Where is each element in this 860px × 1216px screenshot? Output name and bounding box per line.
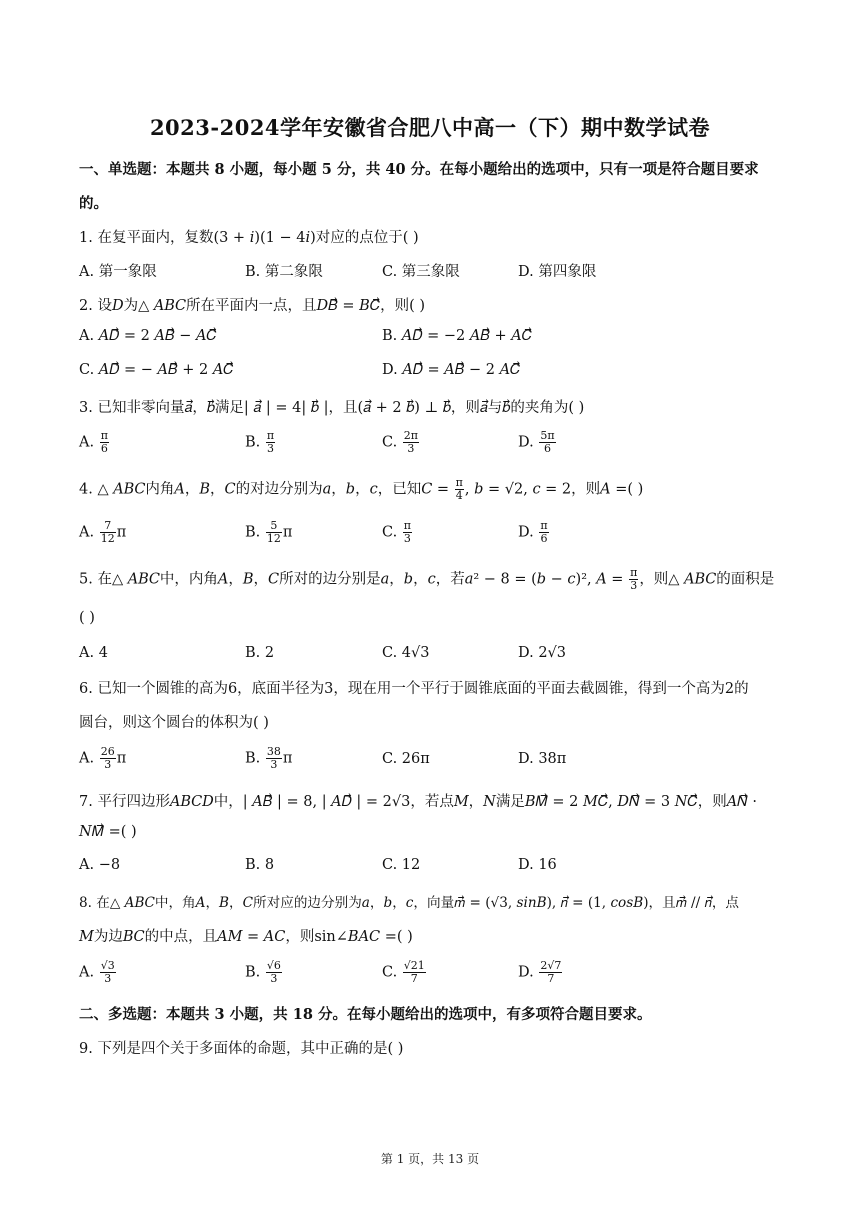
q4-option-c — [382, 520, 413, 545]
q7-option-b: B. 8 — [245, 857, 275, 873]
q3-option-a — [79, 430, 110, 455]
q5-stem-part2: ，则△ 𝐴𝐵𝐶的面积是 — [639, 571, 775, 588]
q7-option-c: C. 12 — [382, 857, 421, 873]
denominator: 3 — [266, 442, 274, 455]
fraction — [403, 960, 426, 985]
q3-stem: 3. 已知非零向量𝑎⃗，𝑏⃗满足| 𝑎⃗ | = 4| 𝑏⃗ |，且(𝑎⃗ + 2 𝑏⃗) ⊥ 𝑏⃗，则𝑎⃗与𝑏⃗的夹角为( ) — [79, 400, 585, 416]
q1-option-a: A. 第一象限 — [79, 264, 157, 280]
denominator: 12 — [266, 532, 281, 545]
fraction — [266, 430, 275, 455]
denominator: 3 — [270, 758, 278, 771]
option-prefix: A. — [79, 434, 99, 451]
fraction — [455, 477, 464, 502]
q6-option-d: D. 38π — [518, 751, 567, 767]
fraction — [100, 746, 116, 771]
fraction — [539, 960, 562, 985]
fraction — [266, 746, 282, 771]
fraction — [100, 960, 116, 985]
numerator: π — [455, 476, 463, 489]
q4-stem-part1: 4. △ 𝐴𝐵𝐶内角𝐴，𝐵，𝐶的对边分别为𝑎，𝑏，𝑐，已知𝐶 = — [79, 481, 454, 498]
page-footer: 第 1 页，共 13 页 — [380, 1152, 480, 1166]
q2-option-b: B. 𝐴𝐷⃗ = −2 𝐴𝐵⃗ + 𝐴𝐶⃗ — [382, 328, 533, 344]
numerator: √3 — [100, 959, 115, 972]
q7-option-a: A. −8 — [79, 857, 121, 873]
section2-heading: 二、多选题：本题共 3 小题，共 18 分。在每小题给出的选项中，有多项符合题目要求。 — [79, 1006, 652, 1023]
option-suffix: π — [116, 750, 127, 767]
numerator: π — [540, 519, 548, 532]
q6-option-b — [245, 746, 292, 771]
option-prefix: B. — [245, 750, 265, 767]
numerator: π — [266, 429, 275, 442]
option-prefix: A. — [79, 750, 99, 767]
option-suffix: π — [282, 524, 293, 541]
numerator: π — [630, 566, 638, 579]
denominator: 4 — [455, 489, 463, 502]
q8-stem: 8. 在△ 𝐴𝐵𝐶中，角𝐴，𝐵，𝐶所对应的边分别为𝑎，𝑏，𝑐，向量𝑚⃗ = (√3, 𝑠𝑖𝑛𝐵), 𝑛⃗ = (1, 𝑐𝑜𝑠𝐵)，且𝑚⃗ // 𝑛⃗，点 — [79, 895, 740, 911]
option-prefix: D. — [518, 964, 539, 981]
option-prefix: B. — [245, 434, 265, 451]
q1-option-c: C. 第三象限 — [382, 264, 460, 280]
numerator: 2√7 — [540, 959, 562, 972]
q2-stem: 2. 设𝐷为△ 𝐴𝐵𝐶所在平面内一点，且𝐷𝐵⃗ = 𝐵𝐶⃗，则( ) — [79, 298, 426, 314]
q3-option-b — [245, 430, 276, 455]
q2-option-c: C. 𝐴𝐷⃗ = − 𝐴𝐵⃗ + 2 𝐴𝐶⃗ — [79, 362, 234, 378]
numerator: π — [403, 519, 412, 532]
denominator: 3 — [403, 532, 411, 545]
numerator: 5π — [540, 429, 555, 442]
q4-option-b — [245, 520, 292, 545]
q1-option-d: D. 第四象限 — [518, 264, 597, 280]
section1-heading-line1: 一、单选题：本题共 8 小题，每小题 5 分，共 40 分。在每小题给出的选项中，只有一项是符合题目要求 — [79, 161, 759, 178]
q6-stem-line2: 圆台，则这个圆台的体积为( ) — [79, 715, 269, 731]
fraction — [539, 430, 555, 455]
fraction — [100, 430, 109, 455]
q7-option-d: D. 16 — [518, 857, 557, 873]
q7-stem: 7. 平行四边形𝐴𝐵𝐶𝐷中，| 𝐴𝐵⃗ | = 8, | 𝐴𝐷⃗ | = 2√3，若点𝑀，𝑁满足𝐵𝑀⃗ = 2 𝑀𝐶⃗, 𝐷𝑁⃗ = 3 𝑁𝐶⃗，则𝐴𝑁⃗ · — [79, 794, 757, 810]
numerator: π — [100, 429, 108, 442]
q5-stem-part1: 5. 在△ 𝐴𝐵𝐶中，内角𝐴，𝐵，𝐶所对的边分别是𝑎，𝑏，𝑐，若𝑎² − 8 = (𝑏 − 𝑐)², 𝐴 = — [79, 571, 629, 588]
q5-stem — [79, 567, 774, 592]
q2-option-d: D. 𝐴𝐷⃗ = 𝐴𝐵⃗ − 2 𝐴𝐶⃗ — [382, 362, 521, 378]
q8-option-c — [382, 960, 427, 985]
fraction — [266, 520, 282, 545]
option-prefix: B. — [245, 524, 265, 541]
denominator: 3 — [630, 579, 638, 592]
q5-option-c: C. 4√3 — [382, 645, 430, 661]
q8-option-b — [245, 960, 283, 985]
q8-stem-line2: 𝑀为边𝐵𝐶的中点，且𝐴𝑀 = 𝐴𝐶，则sin∠𝐵𝐴𝐶 =( ) — [79, 929, 413, 945]
q6-option-a — [79, 746, 126, 771]
q1-stem: 1. 在复平面内，复数(3 + 𝑖)(1 − 4𝑖)对应的点位于( ) — [79, 230, 419, 246]
denominator: 7 — [547, 972, 555, 985]
fraction — [266, 960, 282, 985]
option-prefix: D. — [518, 524, 539, 541]
numerator: √21 — [403, 959, 425, 972]
q1-option-b: B. 第二象限 — [245, 264, 323, 280]
q4-option-d — [518, 520, 550, 545]
denominator: 6 — [540, 532, 548, 545]
q5-stem-line2: ( ) — [79, 610, 95, 626]
option-prefix: A. — [79, 964, 99, 981]
q6-option-c: C. 26π — [382, 751, 430, 767]
fraction — [403, 430, 419, 455]
option-prefix: A. — [79, 524, 99, 541]
numerator: 2π — [403, 429, 419, 442]
denominator: 3 — [407, 442, 415, 455]
q4-stem — [79, 477, 643, 502]
option-prefix: B. — [245, 964, 265, 981]
numerator: 7 — [100, 520, 116, 533]
q5-option-b: B. 2 — [245, 645, 275, 661]
denominator: 12 — [100, 532, 115, 545]
denominator: 3 — [104, 972, 112, 985]
q6-stem: 6. 已知一个圆锥的高为6，底面半径为3，现在用一个平行于圆锥底面的平面去截圆锥，得到一个高为2的 — [79, 681, 749, 697]
option-prefix: C. — [382, 964, 402, 981]
option-prefix: C. — [382, 434, 402, 451]
q3-option-d — [518, 430, 557, 455]
option-suffix: π — [116, 524, 127, 541]
page-title: 2023-2024学年安徽省合肥八中高一（下）期中数学试卷 — [149, 115, 711, 140]
fraction — [403, 520, 412, 545]
q5-option-a: A. 4 — [79, 645, 108, 661]
q3-option-c — [382, 430, 420, 455]
q4-option-a — [79, 520, 126, 545]
option-prefix: D. — [518, 434, 539, 451]
denominator: 7 — [410, 972, 418, 985]
q4-stem-part2: , 𝑏 = √2, 𝑐 = 2，则𝐴 =( ) — [464, 481, 644, 498]
section1-heading-line2: 的。 — [79, 195, 108, 212]
numerator: 26 — [100, 745, 115, 758]
numerator: √6 — [266, 959, 281, 972]
option-prefix: C. — [382, 524, 402, 541]
denominator: 3 — [104, 758, 112, 771]
numerator: 5 — [266, 520, 282, 533]
fraction — [539, 520, 548, 545]
q5-option-d: D. 2√3 — [518, 645, 567, 661]
q9-stem: 9. 下列是四个关于多面体的命题，其中正确的是( ) — [79, 1041, 404, 1057]
fraction — [100, 520, 116, 545]
option-suffix: π — [282, 750, 293, 767]
q7-stem-line2: 𝑁𝑀⃗ =( ) — [79, 824, 137, 840]
q8-option-a — [79, 960, 117, 985]
denominator: 3 — [270, 972, 278, 985]
q2-option-a: A. 𝐴𝐷⃗ = 2 𝐴𝐵⃗ − 𝐴𝐶⃗ — [79, 328, 217, 344]
denominator: 6 — [543, 442, 551, 455]
numerator: 38 — [266, 745, 281, 758]
denominator: 6 — [100, 442, 108, 455]
fraction — [629, 567, 638, 592]
q8-option-d — [518, 960, 563, 985]
